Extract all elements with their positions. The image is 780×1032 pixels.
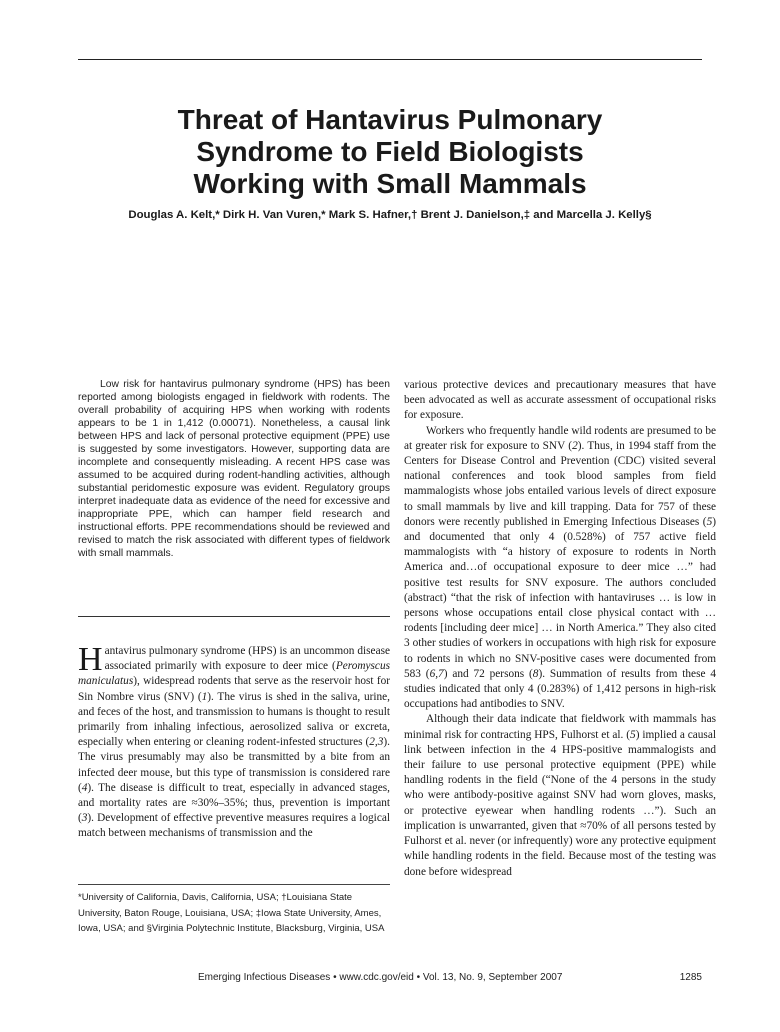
- reference: 5: [630, 728, 636, 741]
- reference: 1: [201, 690, 208, 703]
- abstract-rule: [78, 616, 390, 617]
- title-line: Syndrome to Field Biologists: [196, 136, 584, 167]
- page-footer: [78, 972, 702, 986]
- title-line: Working with Small Mammals: [193, 168, 587, 199]
- journal-citation: Emerging Infectious Diseases • www.cdc.gov/eid • Vol. 13, No. 9, September 2007: [198, 972, 563, 983]
- body-column-right: [404, 378, 716, 880]
- reference: 5: [706, 515, 713, 528]
- reference: 2,3: [369, 736, 384, 749]
- body-paragraph: Although their data indicate that fieldwork with mammals has minimal risk for contracting HPS, Fulhorst et al. (5) implied a causal link between infection in the 4 HPS-positive mammalogists and their failure to use personal protective equipment (PPE) while handling rodents in the field (“None of the 4 persons in the study who were antibody-positive against SNV had worn gloves, masks, or protective eyewear when handling rodents …”). Such an implication is unwarranted, given that ≈70% of all persons tested by Fulhorst et al. never (or infrequently) wore any protective equipment while handling rodents in the field. Because most of the testing was done before widespread: [404, 713, 716, 878]
- reference: 3: [81, 812, 88, 825]
- footnote-rule: [78, 884, 390, 885]
- body-paragraph: various protective devices and precautionary measures that have been advocated as well as accurate assessment of occupational risks for exposure.: [404, 379, 716, 422]
- affiliation-footnote: *University of California, Davis, California, USA; †Louisiana State University, Baton Rouge, Louisiana, USA; ‡Iowa State University, Ames, Iowa, USA; and §Virginia Polytechnic Institute, Blacksburg, Virginia, USA: [78, 892, 385, 934]
- reference: 8: [532, 667, 539, 680]
- author-list: Douglas A. Kelt,* Dirk H. Van Vuren,* Mark S. Hafner,† Brent J. Danielson,‡ and Marcella J. Kelly§: [128, 209, 652, 221]
- article-title: [78, 104, 702, 200]
- drop-cap: H: [78, 641, 103, 678]
- body-column-left: [78, 641, 390, 842]
- intro-paragraph: Hantavirus pulmonary syndrome (HPS) is an uncommon disease associated primarily with exposure to deer mice (Peromyscus maniculatus), widespread rodents that serve as the reservoir host for Sin Nombre virus (SNV) (1). The virus is shed in the saliva, urine, and feces of the host, and transmission to humans is thought to result primarily from inhaling infectious, aerosolized saliva or excreta, especially when entering or cleaning rodent-infested structures (2,3). The virus presumably may also be transmitted by a bite from an infected deer mouse, but this type of transmission is considered rare (4). The disease is difficult to treat, especially in advanced stages, and mortality rates are ≈30%–35%; thus, prevention is important (3). Development of effective preventive measures requires a logical match between mechanisms of transmission and the: [78, 641, 390, 840]
- body-paragraph: Workers who frequently handle wild rodents are presumed to be at greater risk for exposure to SNV (2). Thus, in 1994 staff from the Centers for Disease Control and Prevention (CDC) visited several national conferences and took blood samples from field mammalogists whose jobs entailed various levels of direct exposure to small mammals by live and kill trapping. Data for 757 of these donors were recently published in Emerging Infectious Diseases (5) and documented that only 4 (0.528%) of 757 active field mammalogists with “a history of exposure to rodents in North America and…of occupational exposure to deer mice …” had positive test results for SNV exposure. The authors concluded (abstract) “that the risk of infection with hantaviruses … is low in persons whose occupations entail close physical contact with … rodents [including deer mice] … in North America.” They also cited 3 other studies of workers in occupations with high risk for exposure to rodents in which no SNV-positive cases were documented from 583 (6,7) and 72 persons (8). Summation of results from these 4 studies indicated that only 4 (0.283%) of 1,412 persons in high-risk occupations had antibodies to SNV.: [404, 424, 716, 711]
- abstract: Low risk for hantavirus pulmonary syndrome (HPS) has been reported among biologists engaged in fieldwork with rodents. The overall probability of acquiring HPS when working with rodents appears to be 1 in 1,412 (0.00071). Nonetheless, a causal link between HPS and lack of personal protective equipment (PPE) use is suggested by some investigators. However, supporting data are incomplete and consequently misleading. A recent HPS case was assumed to be acquired during rodent-handling activities, although substantial peridomestic exposure was evident. Regulatory groups interpret inadequate data as evidence of the need for excessive and inappropriate PPE, which can hamper field research and instructional efforts. PPE recommendations should be reviewed and revised to match the risk associated with different types of fieldwork with small mammals.: [78, 379, 390, 559]
- species-name: Peromyscus maniculatus: [78, 660, 390, 688]
- reference: 2: [572, 439, 578, 452]
- reference: 4: [81, 781, 88, 794]
- page-number: 1285: [679, 972, 702, 983]
- top-rule: [78, 59, 702, 60]
- title-line: Threat of Hantavirus Pulmonary: [177, 104, 603, 135]
- reference: 6,7: [429, 667, 444, 680]
